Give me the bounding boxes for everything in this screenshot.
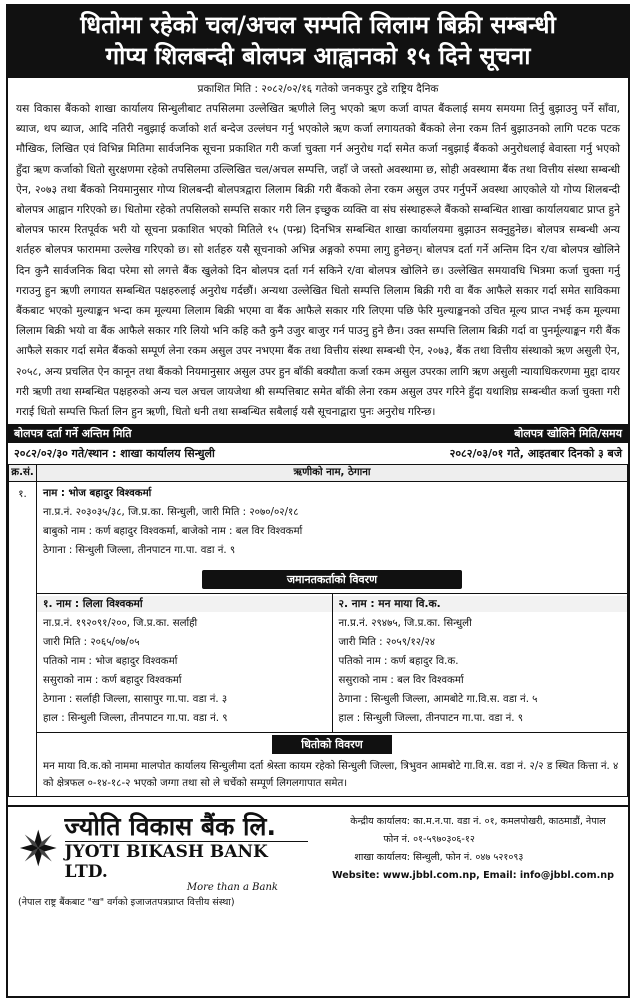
collateral-section [37,732,627,796]
deadline-header-bar [8,424,628,443]
guarantor-current: हाल : सिन्धुली जिल्ला, तीनपाटन गा.पा. वडा नं. ९ [43,713,228,725]
central-phone-value: ०१-५९७०३०६-१२ [413,834,475,846]
guarantor-relation2: ससुराको नाम : कर्ण बहादुर विश्वकर्मा [43,675,182,687]
branch-office-value: सिन्धुली, फोन नं. ०४७ ५२१०९३ [413,852,524,864]
published-date: प्रकाशित मिति : २०८२/०२/१६ गतेको जनकपुर टुडे राष्ट्रिय दैनिक [197,83,439,95]
guarantor-current: हाल : सिन्धुली जिल्ला, तीनपाटन गा.पा. वडा नं. ९ [338,713,524,725]
opening-value: २०८२/०३/०१ गते, आइतबार दिनको ३ बजे [449,447,622,461]
guarantor-header: जमानतकर्ताको विवरण [202,570,462,589]
deadline-label: बोलपत्र दर्ता गर्ने अन्तिम मिति [14,427,132,441]
guarantor-relation: पतिको नाम : भोज बहादुर विश्वकर्मा [43,656,178,668]
deadline-values [8,443,628,464]
bank-footer [8,805,628,908]
notice-title-line1: धितोमा रहेको चल/अचल सम्पति लिलाम बिक्री सम्बन्धी [80,11,556,39]
guarantor-address: ठेगाना : सर्लाही जिल्ला, सासापुर गा.पा. वडा नं. ३ [43,694,228,706]
bank-license: (नेपाल राष्ट्र बैंकबाट "ख" वर्गको इजाजतपत्रप्राप्त वित्तीय संस्था) [18,897,235,909]
borrower-address: ठेगाना : सिन्धुली जिल्ला, तीनपाटन गा.पा. वडा नं. ९ [43,545,236,557]
table-header-row [9,465,628,482]
collateral-header: धितोको विवरण [272,735,392,754]
guarantor-issued: जारी मिति : २०६५/०७/०५ [43,637,140,649]
details-table [8,464,628,797]
guarantor-address: ठेगाना : सिन्धुली जिल्ला, आमबोटे गा.वि.स. वडा नं. ५ [338,694,538,706]
borrower-citizenship: ना.प्र.नं. २०३०३५/३८, जि.प्र.का. सिन्धुली, जारी मिति : २०७०/०२/१८ [43,507,299,519]
bank-logo-icon [18,827,59,869]
notice-title-line2: गोप्य शिलबन्दी बोलपत्र आह्वानको १५ दिने सूचना [105,42,531,70]
guarantor-name: १. नाम : लिला विश्वकर्मा [37,596,332,612]
bank-name-np: ज्योति विकास बैंक लि. [64,812,276,842]
bank-contact [308,813,628,908]
branch-office-label: शाखा कार्यालय: [354,852,410,864]
central-office-line [318,813,628,831]
row-sn: १. [9,482,37,797]
borrower-info [37,482,627,564]
collateral-text: मन माया वि.क.को नाममा मालपोत कार्यालय सिन्धुलीमा दर्ता श्रेस्ता कायम रहेको सिन्धुली जिल्ला, त्रिभुवन आमबोटे गा.वि.स. वडा नं. २/२ ड स्थित कित्ता नं. ४ को क्षेत्रफल ०-१४-१८-२ भएको जग्गा तथा सो ले चर्चेको सम्पूर्ण लिगलगापात समेत। [43,761,619,790]
central-phone-line [318,831,628,849]
bank-name-block [65,813,308,882]
sn-header: क्र.सं. [9,465,37,482]
notice-page [6,4,630,998]
guarantor-relation2: ससुराको नाम : बल विर विश्वकर्मा [338,675,464,687]
guarantor-list [37,593,627,732]
borrower-header: ऋणीको नाम, ठेगाना [37,465,628,482]
row-details [37,482,628,797]
guarantor-citizenship: ना.प्र.नं. २९४७५, जि.प्र.का. सिन्धुली [338,618,472,630]
bank-logo-area [8,813,308,908]
guarantor-2 [332,594,628,732]
notice-header [8,6,628,78]
opening-label: बोलपत्र खोलिने मिति/समय [514,427,622,441]
guarantor-name: २. नाम : मन माया वि.क. [333,596,628,612]
guarantor-citizenship: ना.प्र.नं. १९२०९१/२००, जि.प्र.का. सर्लाही [43,618,198,630]
central-office-value: का.म.न.पा. वडा नं. ०१, कमलपोखरी, काठमाडौं, नेपाल [413,816,606,828]
notice-body: यस विकास बैंकको शाखा कार्यालय सिन्धुलीबाट तपसिलमा उल्लेखित ऋणीले लिनु भएको ऋण कर्जा वापत बैंकलाई समय समयमा तिर्नु बुझाउनु पर्ने साँवा, ब्याज, थप ब्याज, आदि नतिरी नबुझाई कर्जाको शर्त बन्देज उल्लंघन गर्नु भएकोले ऋण कर्जा लगायतको बैंकको लेना रकम तिर्न बुझाउनको लागि पटक पटक मौखिक, लिखित एवं विभिन्न मितिमा सार्वजनिक सूचना प्रकाशित गरी कर्जा चुक्ता गर्न अनुरोध गर्दा समेत कर्जा नबुझाई बैंकको अनुरोधलाई बेवास्ता गर्नु भएको हुँदा ऋण कर्जाको धितो सुरक्षणमा रहेको तपसिलमा उल्लिखित चल/अचल सम्पत्ति, जहाँ जे जस्तो अवस्थामा छ, सोही अवस्थामा बैंक तथा वित्तीय संस्था सम्बन्धी ऐन, २०७३ तथा बैंकको नियमानुसार गोप्य शिलबन्दी बोलपत्रद्वारा लिलाम बिक्री गरी बैंकको लेना रकम असुल उपर गर्नुपर्ने अवस्था आएकोले यो गोप्य शिलबन्दी बोलपत्र आह्वान गरिएको छ। धितोमा रहेको तपसिलको सम्पत्ति सकार गरी लिन इच्छुक व्यक्ति वा संघ संस्थाहरूले बैंकको सम्बन्धित शाखा कार्यालयबाट प्राप्त हुने बोलपत्र फारम रितपूर्वक भरी यो सूचना प्रकाशित भएको मितिले १५ (पन्ध्र) दिनभित्र सम्बन्धित शाखा कार्यालयमा बुझाउन सक्नुहुनेछ। बोलपत्र सम्बन्धी अन्य शर्तहरु बोलपत्र फाराममा उल्लेख गरिएको छ। सो शर्तहरु यसै सूचनाको अभिन्न अङ्गको रुपमा लागु हुनेछन्। बोलपत्र दर्ता गर्ने अन्तिम दिन र/वा बोलपत्र खोलिने दिन कुनै सार्वजनिक बिदा परेमा सो लगत्ते बैंक खुलेको दिन बोलपत्र दर्ता गर्न सकिने र/वा बोलपत्र खोलिने छ। उल्लेखित समयावधि भित्रमा कर्जा चुक्ता गर्नु गराउनु हुन ऋणी लगायत सम्बन्धित पक्षहरुलाई अनुरोध गर्दछौं। अन्यथा उल्लेखित धितो सम्पत्ति लिलाम बिक्री गरी वा बैंक आफैले सकार गर्दा समेत साविकमा बैंकबाट भएको मुल्याङ्कन भन्दा कम मूल्यमा लिलाम बिक्री भएमा वा बैंक आफैले सकार गरि लिएमा पछि फेरि मुल्याङ्कनको उचित मूल्य प्राप्त नभई कम मूल्यमा लिलाम बिक्री भयो वा बैंक आफैले सकार गरि लियो भनि कहि कतै कुनै उजुर बाजुर गर्न पाउनु हुने छैन। उक्त सम्पत्ति लिलाम बिक्री गर्दा वा पुनर्मूल्याङ्कन गरी बैंक आफैले सकार गर्दा समेत बैंकको सम्पूर्ण लेना रकम असुल उपर नभएमा बैंक तथा वित्तीय संस्था सम्बन्धी ऐन, २०७३, बैंक तथा वित्तीय संस्थाको ऋण असुली ऐन, २०५८, अन्य प्रचलित ऐन कानून तथा बैंकको नियमानुसार असुल उपर हुन बाँकी बक्यौता कर्जा रकम असुल उपरका लागि ऋण असुली न्यायाधिकरणमा मुद्दा दायर गरी ऋणी तथा सम्बन्धित पक्षहरुको अन्य चल अचल जायजेथा श्री सम्पत्तिबाट समेत बाँकी लेना रकम असुल उपर गरिने हुँदा यथाशिघ्र सम्बन्धीत कर्जा चुक्ता गरी गराई धितो सम्पत्ति फिर्ता लिन हुन ऋणी, धितो धनी तथा सम्बन्धित सबैलाई यसै सूचनाद्वारा पुनः अनुरोध गरिन्छ। [16,103,620,419]
guarantor-issued: जारी मिति : २०५९/१२/२४ [338,637,436,649]
bank-tagline: More than a Bank [186,882,278,894]
central-phone-label: फोन नं. [383,834,410,846]
guarantor-1 [37,594,332,732]
branch-office-line [318,849,628,867]
bank-name-en: JYOTI BIKASH BANK LTD. [65,841,308,882]
table-row [9,482,628,797]
guarantor-relation: पतिको नाम : कर्ण बहादुर वि.क. [338,656,459,668]
deadline-value: २०८२/०२/३० गते/स्थान : शाखा कार्यालय सिन्धुली [14,447,215,461]
bank-logo-row [18,813,308,882]
borrower-name: नाम : भोज बहादुर विश्वकर्मा [43,488,152,500]
central-office-label: केन्द्रीय कार्यालय: [350,816,410,828]
website-email[interactable]: Website: www.jbbl.com.np, Email: info@jbbl.com.np [332,870,614,882]
borrower-father: बाबुको नाम : कर्ण बहादुर विश्वकर्मा, बाजेको नाम : बल विर विश्वकर्मा [43,526,303,538]
